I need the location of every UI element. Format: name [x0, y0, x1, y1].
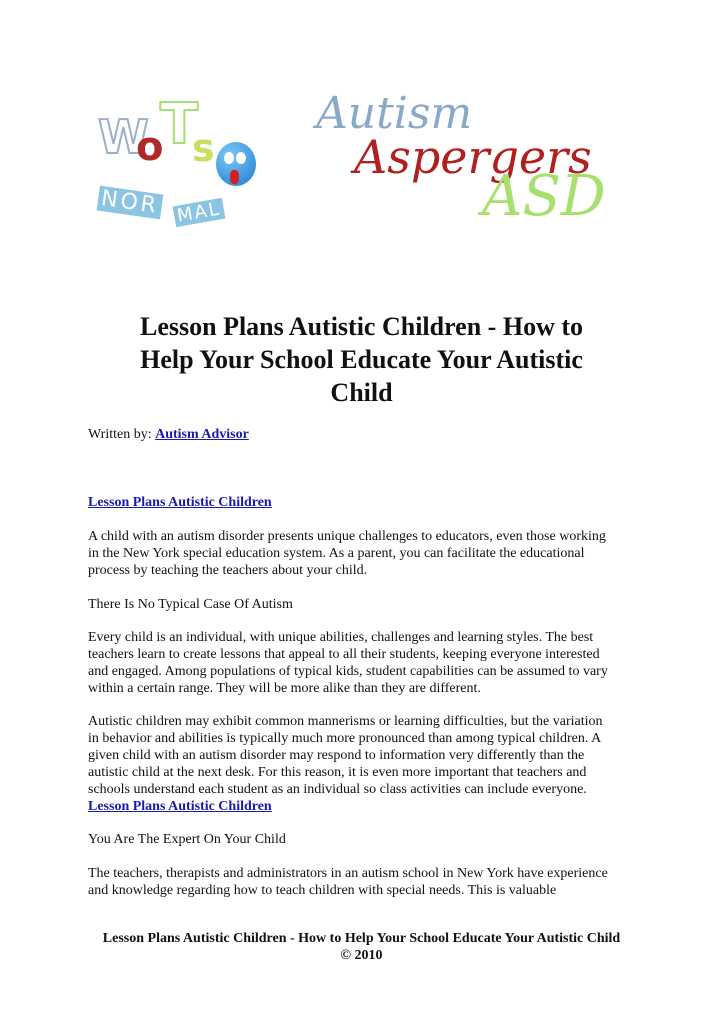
paragraph	[88, 713, 648, 815]
text-line: autistic child at the next desk. For this reason, it is even more important that teachers and	[88, 765, 587, 780]
text-line: in behavior and abilities is typically much more pronounced than among typical children. A	[88, 731, 602, 746]
title-line: Lesson Plans Autistic Children - How to	[139, 312, 583, 341]
title-line: Help Your School Educate Your Autistic	[140, 345, 583, 374]
paragraph	[88, 629, 648, 697]
text-line: A child with an autism disorder presents unique challenges to educators, even those working	[88, 529, 606, 544]
text-line: teachers learn to create lessons that appeal to all their students, keeping everyone interested	[88, 647, 600, 662]
section-heading	[88, 494, 648, 511]
text-line: in the New York special education system. As a parent, you can facilitate the educational	[88, 546, 585, 561]
text-line: Autistic children may exhibit common mannerisms or learning difficulties, but the variation	[88, 714, 603, 729]
text-line: within a certain range. They will be more alike than they are different.	[88, 681, 481, 696]
autism-aspergers-asd-logo: Autism Aspergers ASD	[316, 88, 606, 229]
text-line: and knowledge regarding how to teach children with special needs. This is valuable	[88, 883, 557, 898]
text-line: There Is No Typical Case Of Autism	[88, 597, 293, 612]
document-title	[60, 310, 663, 409]
footer-title: Lesson Plans Autistic Children - How to Help Your School Educate Your Autistic Child	[102, 931, 621, 946]
subheading	[88, 596, 648, 613]
byline-label: Written by:	[88, 427, 152, 442]
inline-link[interactable]: Lesson Plans Autistic Children	[88, 799, 272, 814]
text-line: schools understand each student as an individual so class activities can include everyone.	[88, 782, 587, 797]
author-link[interactable]: Autism Advisor	[155, 427, 249, 442]
subheading	[88, 831, 648, 848]
paragraph	[88, 528, 648, 579]
text-line: Every child is an individual, with unique abilities, challenges and learning styles. The best	[88, 630, 594, 645]
blue-smiley-face-icon	[216, 142, 256, 186]
text-line: You Are The Expert On Your Child	[88, 832, 286, 847]
paragraph	[88, 865, 648, 899]
byline	[88, 426, 648, 443]
text-line: The teachers, therapists and administrators in an autism school in New York have experience	[88, 866, 608, 881]
footer-copyright: © 2010	[340, 948, 383, 963]
text-line: given child with an autism disorder may respond to information very differently than the	[88, 748, 585, 763]
text-line: process by teaching the teachers about your child.	[88, 563, 368, 578]
title-line: Child	[330, 378, 393, 407]
text-line: and engaged. Among populations of typical kids, student capabilities can be assumed to vary	[88, 664, 608, 679]
section-link[interactable]: Lesson Plans Autistic Children	[88, 495, 272, 510]
wots-normal-logo: W o T s NOR MAL	[98, 90, 258, 240]
page-footer	[60, 930, 663, 964]
